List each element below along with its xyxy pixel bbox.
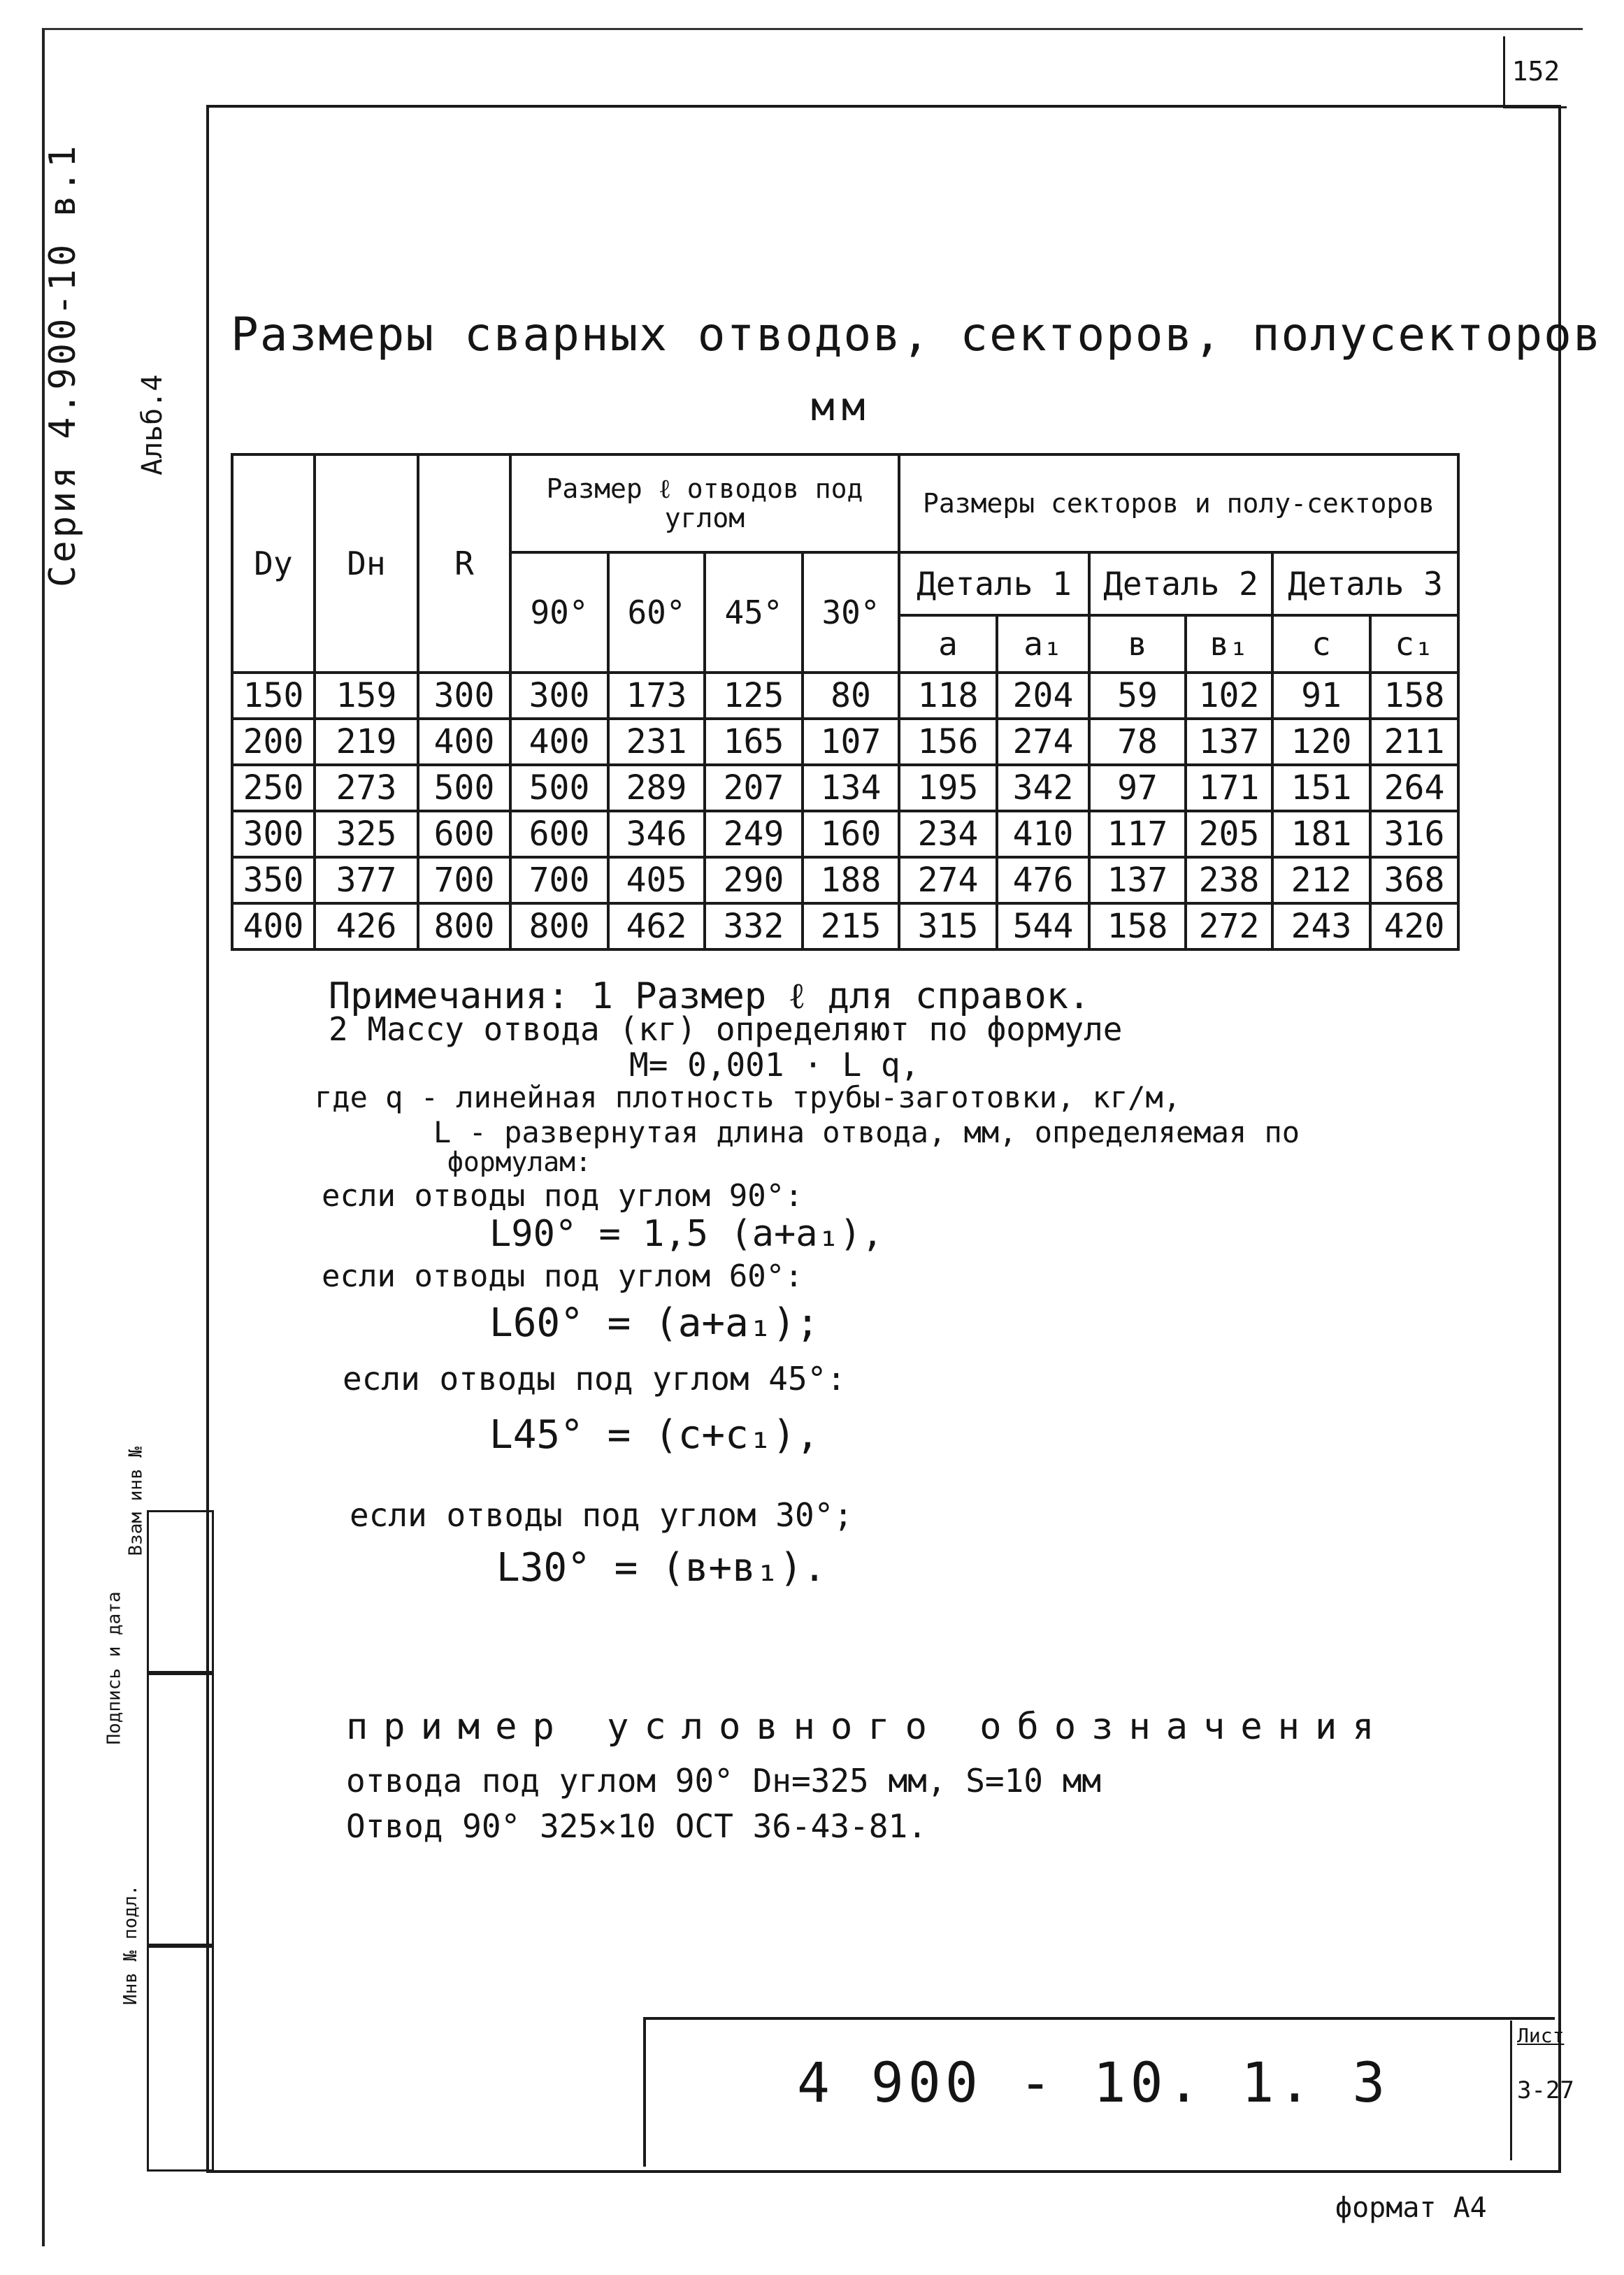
header-dn: Dн (315, 454, 418, 673)
mass-formula: M= 0,001 · L q, (629, 1046, 920, 1084)
table-cell: 165 (705, 719, 803, 765)
header-detail-2: Деталь 2 (1089, 552, 1272, 615)
formulas-label: формулам: (447, 1147, 591, 1177)
if-90: если отводы под углом 90°: (322, 1178, 803, 1214)
table-cell: 97 (1089, 765, 1186, 811)
formula-l30: L30° = (в+в₁). (496, 1545, 827, 1591)
table-cell: 150 (232, 673, 315, 719)
table-cell: 420 (1370, 903, 1458, 949)
table-cell: 264 (1370, 765, 1458, 811)
table-cell: 102 (1186, 673, 1272, 719)
sheet-number: 3-27 (1517, 2076, 1574, 2104)
document-code: 4 900 - 10. 1. 3 (797, 2052, 1390, 2115)
table-cell: 120 (1272, 719, 1370, 765)
table-cell: 500 (418, 765, 510, 811)
header-sub-c: с (1272, 615, 1370, 673)
table-row (232, 811, 1458, 857)
table-cell: 272 (1186, 903, 1272, 949)
table-row (232, 903, 1458, 949)
stamp-podpis-label: Подпись и дата (103, 1591, 125, 1745)
table-cell: 350 (232, 857, 315, 903)
header-sub-a: а (899, 615, 997, 673)
table-row (232, 857, 1458, 903)
header-detail-3: Деталь 3 (1272, 552, 1458, 615)
table-cell: 300 (418, 673, 510, 719)
table-cell: 400 (510, 719, 608, 765)
where-l: L - развернутая длина отвода, мм, определяемая по (433, 1115, 1300, 1149)
table-cell: 249 (705, 811, 803, 857)
table-cell: 80 (803, 673, 899, 719)
table-cell: 290 (705, 857, 803, 903)
header-sub-b1: в₁ (1186, 615, 1272, 673)
table-cell: 544 (997, 903, 1089, 949)
table-cell: 342 (997, 765, 1089, 811)
table-cell: 188 (803, 857, 899, 903)
table-cell: 332 (705, 903, 803, 949)
table-cell: 405 (608, 857, 705, 903)
table-cell: 800 (418, 903, 510, 949)
table-cell: 171 (1186, 765, 1272, 811)
header-angle-45: 45° (705, 552, 803, 673)
header-sub-c1: с₁ (1370, 615, 1458, 673)
table-row (232, 765, 1458, 811)
units-label: мм (811, 385, 872, 430)
table-cell: 160 (803, 811, 899, 857)
note-1: Примечания: 1 Размер ℓ для справок. (329, 975, 1091, 1017)
table-cell: 200 (232, 719, 315, 765)
header-l-group: Размер ℓ отводов под углом (510, 454, 899, 552)
table-cell: 300 (232, 811, 315, 857)
header-r: R (418, 454, 510, 673)
format-label: формат А4 (1335, 2192, 1487, 2224)
table-cell: 231 (608, 719, 705, 765)
table-cell: 700 (418, 857, 510, 903)
table-cell: 211 (1370, 719, 1458, 765)
table-cell: 377 (315, 857, 418, 903)
if-60: если отводы под углом 60°: (322, 1258, 803, 1294)
table-cell: 368 (1370, 857, 1458, 903)
header-sub-a1: а₁ (997, 615, 1089, 673)
table-cell: 151 (1272, 765, 1370, 811)
dimensions-table (231, 453, 1460, 951)
table-cell: 476 (997, 857, 1089, 903)
table-cell: 250 (232, 765, 315, 811)
table-cell: 400 (232, 903, 315, 949)
table-cell: 205 (1186, 811, 1272, 857)
table-cell: 500 (510, 765, 608, 811)
table-cell: 158 (1370, 673, 1458, 719)
table-cell: 118 (899, 673, 997, 719)
table-cell: 234 (899, 811, 997, 857)
table-cell: 134 (803, 765, 899, 811)
table-cell: 215 (803, 903, 899, 949)
header-angle-60: 60° (608, 552, 705, 673)
sheet-label: Лист (1517, 2024, 1565, 2047)
header-angle-90: 90° (510, 552, 608, 673)
table-cell: 204 (997, 673, 1089, 719)
stamp-vzam-label: Взам инв № (125, 1446, 147, 1556)
page-number: 152 (1503, 36, 1567, 108)
formula-l90: L90° = 1,5 (а+а₁), (489, 1213, 884, 1255)
table-cell: 600 (418, 811, 510, 857)
table-cell: 700 (510, 857, 608, 903)
table-cell: 219 (315, 719, 418, 765)
if-45: если отводы под углом 45°: (343, 1360, 847, 1398)
header-detail-1: Деталь 1 (899, 552, 1089, 615)
table-cell: 207 (705, 765, 803, 811)
note-2: 2 Массу отвода (кг) определяют по формуле (329, 1010, 1123, 1048)
table-cell: 300 (510, 673, 608, 719)
table-cell: 156 (899, 719, 997, 765)
table-cell: 315 (899, 903, 997, 949)
album-label: Альб.4 (136, 374, 168, 475)
page-title: Размеры сварных отводов, секторов, полусекторов (231, 308, 1602, 361)
table-body (232, 673, 1458, 949)
where-q: где q - линейная плотность трубы-заготовки, кг/м, (315, 1080, 1181, 1114)
table-cell: 117 (1089, 811, 1186, 857)
formula-l60: L60° = (а+а₁); (489, 1300, 820, 1346)
series-label: Серия 4.900-10 в.1 (42, 143, 84, 587)
table-cell: 195 (899, 765, 997, 811)
stamp-inv-label: Инв № подл. (120, 1884, 141, 2005)
table-cell: 59 (1089, 673, 1186, 719)
stamp-inv (120, 1884, 214, 2172)
table-cell: 137 (1186, 719, 1272, 765)
table-cell: 800 (510, 903, 608, 949)
table-cell: 462 (608, 903, 705, 949)
table-cell: 238 (1186, 857, 1272, 903)
table-cell: 273 (315, 765, 418, 811)
table-cell: 243 (1272, 903, 1370, 949)
table-cell: 274 (899, 857, 997, 903)
table-cell: 346 (608, 811, 705, 857)
table-cell: 125 (705, 673, 803, 719)
example-title: пример условного обозначения (346, 1706, 1390, 1748)
table-cell: 325 (315, 811, 418, 857)
header-sectors-group: Размеры секторов и полу-секторов (899, 454, 1458, 552)
table-cell: 274 (997, 719, 1089, 765)
table-cell: 78 (1089, 719, 1186, 765)
table-cell: 173 (608, 673, 705, 719)
table-cell: 181 (1272, 811, 1370, 857)
table-cell: 410 (997, 811, 1089, 857)
example-line-2: Отвод 90° 325×10 ОСТ 36-43-81. (346, 1807, 927, 1845)
table-cell: 426 (315, 903, 418, 949)
table-cell: 91 (1272, 673, 1370, 719)
formula-l45: L45° = (с+с₁), (489, 1412, 820, 1458)
table-cell: 212 (1272, 857, 1370, 903)
table-row (232, 673, 1458, 719)
table-cell: 137 (1089, 857, 1186, 903)
table-row (232, 719, 1458, 765)
if-30: если отводы под углом 30°; (350, 1496, 854, 1534)
example-line-1: отвода под углом 90° Dн=325 мм, S=10 мм (346, 1762, 1102, 1800)
table-cell: 158 (1089, 903, 1186, 949)
table-cell: 600 (510, 811, 608, 857)
header-angle-30: 30° (803, 552, 899, 673)
table-cell: 107 (803, 719, 899, 765)
table-cell: 289 (608, 765, 705, 811)
table-cell: 316 (1370, 811, 1458, 857)
header-dy: Dу (232, 454, 315, 673)
table-cell: 400 (418, 719, 510, 765)
header-sub-b: в (1089, 615, 1186, 673)
table-cell: 159 (315, 673, 418, 719)
